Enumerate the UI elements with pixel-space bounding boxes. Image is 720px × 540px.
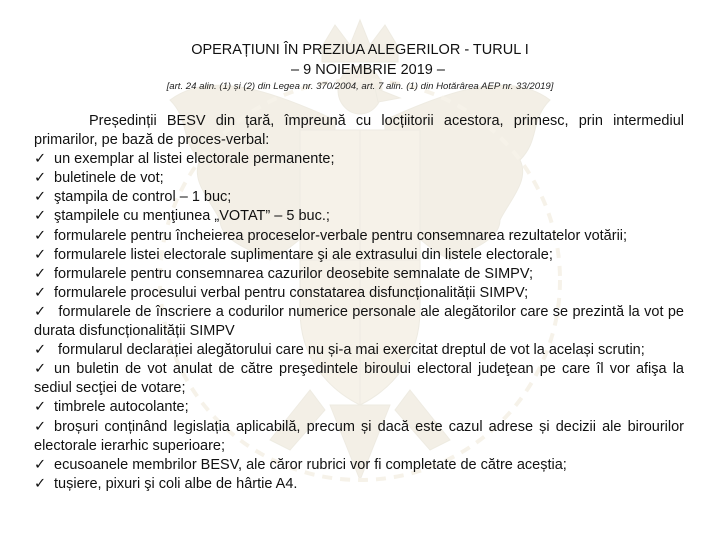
list-item	[34, 303, 684, 341]
checkmark-icon: ✓	[34, 208, 47, 225]
checkmark-icon: ✓	[34, 265, 47, 282]
list-item-text: ştampila de control – 1 buc;	[54, 189, 232, 206]
list-item-text: un buletin de vot anulat de către preşedintele biroului electoral judeţean pe care îl vor afişa la sediul secţiei de votare;	[34, 361, 684, 397]
list-item-text: formularele listei electorale suplimentare şi ale extrasului din listele electorale;	[54, 246, 553, 263]
list-item-text: broșuri conținând legislația aplicabilă, precum și dacă este cazul adrese și decizii ale birourilor electorale ierarhic superioare;	[34, 418, 684, 454]
list-item	[34, 207, 684, 226]
list-item	[34, 150, 684, 169]
checkmark-icon: ✓	[34, 475, 47, 492]
checkmark-icon: ✓	[34, 418, 47, 435]
list-item	[34, 360, 684, 398]
list-item-text: ştampilele cu menţiunea „VOTAT” – 5 buc.;	[54, 208, 330, 225]
list-item	[34, 341, 684, 360]
legal-reference: [art. 24 alin. (1) și (2) din Legea nr. 370/2004, art. 7 alin. (1) din Hotărârea AEP nr. 33/2019]	[166, 81, 554, 92]
list-item	[34, 475, 684, 494]
list-item-text: formularele procesului verbal pentru constatarea disfuncționalității SIMPV;	[54, 284, 529, 301]
list-item-text: ecusoanele membrilor BESV, ale căror rubrici vor fi completate de către aceștia;	[54, 456, 567, 473]
list-item	[34, 188, 684, 207]
checkmark-icon: ✓	[34, 189, 47, 206]
checkmark-icon: ✓	[34, 303, 47, 320]
list-item	[34, 169, 684, 188]
list-item	[34, 246, 684, 265]
checkmark-icon: ✓	[34, 456, 47, 473]
checkmark-icon: ✓	[34, 284, 47, 301]
checkmark-icon: ✓	[34, 227, 47, 244]
checkmark-icon: ✓	[34, 170, 47, 187]
list-item-text: buletinele de vot;	[54, 170, 164, 187]
list-item-text: formularele pentru consemnarea cazurilor deosebite semnalate de SIMPV;	[54, 265, 534, 282]
list-item-text: un exemplar al listei electorale permanente;	[54, 151, 335, 168]
checkmark-icon: ✓	[34, 342, 47, 359]
list-item	[34, 284, 684, 303]
list-item	[34, 398, 684, 417]
list-item-text: formularul declarației alegătorului care nu și-a mai exercitat dreptul de vot la același scrutin;	[54, 342, 645, 359]
checkmark-icon: ✓	[34, 246, 47, 263]
checklist	[34, 150, 684, 494]
list-item	[34, 418, 684, 456]
document-title: OPERAȚIUNI ÎN PREZIUA ALEGERILOR - TURUL I	[191, 42, 529, 58]
list-item	[34, 227, 684, 246]
list-item-text: tușiere, pixuri şi coli albe de hârtie A4.	[54, 475, 298, 492]
intro-paragraph: Președinții BESV din țară, împreună cu locțiitorii acestora, primesc, prin intermediul primarilor, pe bază de proces-verbal:	[34, 113, 684, 149]
checkmark-icon: ✓	[34, 151, 47, 168]
document-date-line: – 9 NOIEMBRIE 2019 –	[291, 62, 445, 78]
list-item-text: timbrele autocolante;	[54, 399, 189, 416]
list-item-text: formularele pentru încheierea proceselor-verbale pentru consemnarea rezultatelor votării;	[54, 227, 628, 244]
list-item	[34, 265, 684, 284]
checkmark-icon: ✓	[34, 361, 47, 378]
list-item-text: formularele de înscriere a codurilor numerice personale ale alegătorilor care se prezintă la vot pe durata disfuncționalității SIMPV	[34, 303, 684, 340]
checkmark-icon: ✓	[34, 399, 47, 416]
list-item	[34, 456, 684, 475]
document-body	[34, 112, 684, 494]
